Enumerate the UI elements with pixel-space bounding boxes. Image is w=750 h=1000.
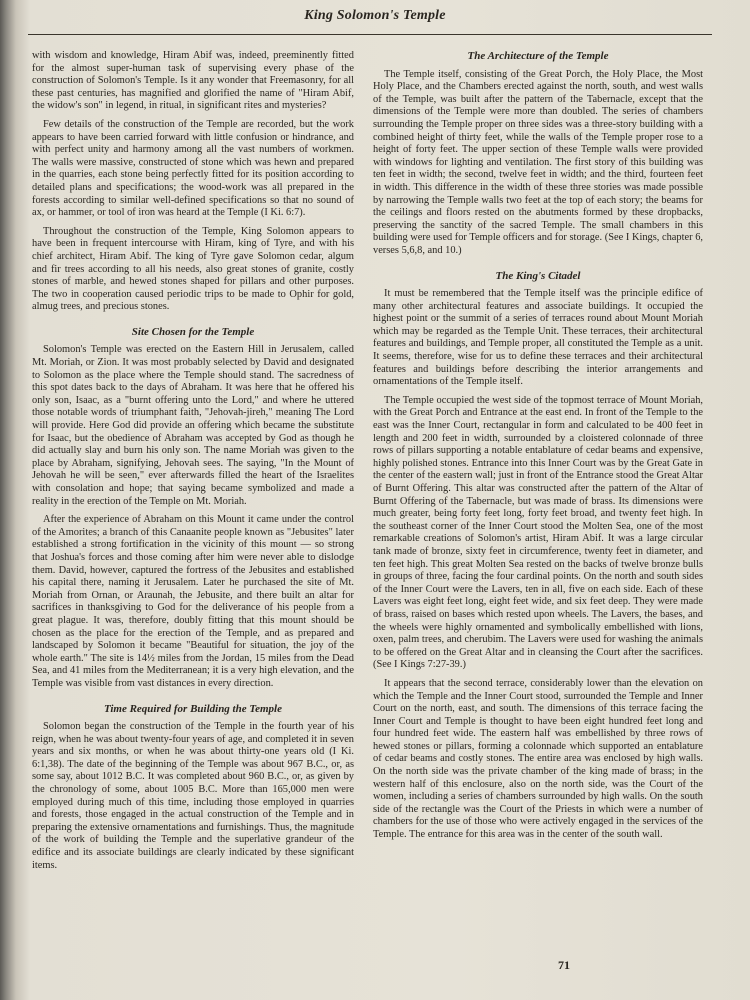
paragraph: After the experience of Abraham on this Mount it came under the control of the Amorites; a branch of this Canaanite people known as "Jebusites" later established a strong fortification in the vicinity of this mount — so strong that Joshua's forces and those coming after him were never able to dislodge them. David, however, captured the fortress of the Jebusites and established his capital there, naming it Jerusalem. Later he purchased the site of Mt. Moriah from Ornan, or Araunah, the Jebusite, and there built an altar for sacrifices in thanksgiving to God for the deliverance of his people from a great plague. It was, therefore, doubly fitting that this mount should be chosen as the place for the erection of the Temple, and as prepared and landscaped by Solomon it became "Beautiful for situation, the joy of the whole earth." The site is 14½ miles from the Jordan, 15 miles from the Dead Sea, and 41 miles from the Mediterranean; it is a very high elevation, and the Temple was visible from vast distances in every direction. (32, 514, 354, 689)
paragraph: The Temple occupied the west side of the topmost terrace of Mount Moriah, with the Great Porch and Entrance at the east end. In front of the Temple to the east was the Inner Court, rectangular in form and calculated to be 400 feet in length and 200 feet in width, surrounded by a cloistered colonnade of three rows of pillars supporting a notable entablature of cedar beams and expensive, highly polished stones. Entrance into this Inner Court was by the Great Gate in the center of the eastern wall; just in front of the Entrance stood the Great Altar of Burnt Offering. This altar was constructed after the pattern of the Altar of Burnt Offering of the Tabernacle, but was made of brass. Its dimensions were much greater, being forty feet long, forty feet broad, and twenty feet high. In the southeast corner of the Inner Court stood the Molten Sea, one of the most remarkable creations of Solomon's artist, Hiram Abif. It was a large circular tank made of bronze, sixty feet in circumference, twenty feet in diameter, and ten feet high. This great Molten Sea rested on the backs of twelve bronze bulls in groups of three, facing the four cardinal points. On the north and south sides of the Inner Court were the Lavers, ten in all, five on each side. Each of these Lavers was eight feet long, eight feet wide, and six feet deep. They were made of brass, raised on bases which rested upon wheels. The Lavers, the bases, and the wheels were highly ornamented and symbolically embellished with lions, oxen, palm trees, and cherubim. The Lavers were used for washing the animals to be offered on the Great Altar and in cleansing the Court after the sacrifices. (See I Kings 7:27-39.) (373, 394, 703, 671)
running-head: King Solomon's Temple (304, 8, 446, 23)
page-number: 71 (558, 958, 570, 972)
paragraph: The Temple itself, consisting of the Great Porch, the Holy Place, the Most Holy Place, and the Chambers erected against the north, south, and west walls of the Temple, was built after the pattern of the Tabernacle, except that the dimensions of the Temple were more than doubled. The series of chambers surrounding the Temple proper on three sides was a three-story building with a combined height of thirty feet, while the walls of the Temple proper rose to a height of forty feet. The upper section of these Temple walls were provided with windows for lighting and ventilation. The first story of this building was ten feet in width; the second, twelve feet in width; and the third, fourteen feet in width. This difference in the width of these three stories was made possible by narrowing the Temple walls two feet at the top of each story; the beams for the ceilings and floors rested on the abutments formed by these dropbacks, preserving the sanctity of the sacred Temple. The small chambers in this building were used for Temple officers and for storage. (See I Kings, chapter 6, verses 5,6,8, and 10.) (373, 68, 703, 256)
header-rule (28, 34, 712, 35)
section-heading: The King's Citadel (495, 269, 581, 282)
section-heading: The Architecture of the Temple (467, 50, 609, 62)
paragraph: Solomon began the construction of the Temple in the fourth year of his reign, when he was about twenty-four years of age, and completed it in seven years and six months, or when he was about thirty-one years old (I Ki. 6:1,38). The date of the beginning of the Temple was about 967 B.C., or, as some say, about 1012 B.C. It was completed about 960 B.C., or, as given by the chronology of some, about 1005 B.C. More than 165,000 men were employed during much of this time, including those employed in quarries and forests, those engaged in the actual construction of the Temple and in preparing the extensive ornamentations and furnishings. Thus, the magnitude of the work of building the Temple and the superlative grandeur of the edifice and its associate buildings are clearly indicated by these significant items. (32, 721, 354, 871)
section-heading: Time Required for Building the Temple (104, 702, 282, 715)
right-column (373, 50, 703, 848)
paragraph: with wisdom and knowledge, Hiram Abif was, indeed, preeminently fitted for the almost super-human task of supervising every phase of the construction of Solomon's Temple. Is it any wonder that Freemasonry, for all these past centuries, has magnified and glorified the name of "Hiram Abif, the widow's son" in legend, in ritual, in significant rites and mysteries? (32, 50, 354, 112)
paragraph: Solomon's Temple was erected on the Eastern Hill in Jerusalem, called Mt. Moriah, or Zion. It was most probably selected by David and designated to Solomon as the place where the Temple should stand. The sacredness of this spot dates back to the days of Abraham. It was here that he offered his only son, Isaac, as a "burnt offering unto the Lord," and where he uttered those notable words of triumphant faith, "Jehovah-jireh," meaning The Lord will provide. Here God did provide an offering which became the substitute for Isaac, but the obedience of Abraham was accepted by God as though he did actually slay and burn his only son. The name Moriah was given to the place by Abraham, signifying, Jehovah sees. The saying, "In the Mount of Jehovah he will be seen," ever afterwards filled the heart of the Israelites with consolation and hope; that saying became symbolized and made a reality in the erection of the Temple on Mt. Moriah. (32, 344, 354, 507)
paragraph: It appears that the second terrace, considerably lower than the elevation on which the Temple and the Inner Court stood, surrounded the Temple and Inner Court on the north, east, and south. The dimensions of this terrace facing the Inner Court and Temple is thought to have been eight hundred feet long and four hundred feet wide. The eastern half was embellished by three rows of hewed stones or pillars, forming a colonnade which supported an entablature of cedar beams and costly stones. The entire area was enclosed by high walls. On the north side was the private chamber of the king made of brass; in the western half of this enclosure, also on the north side, was the Court of the women, including a series of chambers surrounded by high walls. On the south side of the rectangle was the Court of the Priests in which were a number of chambers for the use of those who were actively engaged in the services of the Temple. The entrance for this area was in the center of the south wall. (373, 677, 703, 841)
section-heading: Site Chosen for the Temple (131, 325, 255, 338)
paragraph: It must be remembered that the Temple itself was the principle edifice of many other architectural features and associate buildings. It occupied the highest point or the summit of a series of terraces round about Mount Moriah which may be regarded as the Temple Unit. These terraces, their architectural features and buildings, and Temple proper, all constituted the Temple as a unit. It seems, therefore, wise for us to define these terraces and their architectural features and buildings before describing the interior arrangements and ornamentations of the Temple itself. (373, 288, 703, 388)
paragraph: Throughout the construction of the Temple, King Solomon appears to have been in frequent intercourse with Hiram, king of Tyre, and with his chief architect, Hiram Abif. The king of Tyre gave Solomon cedar, algum and fir trees according to all his needs, also great stones of granite, costly stones of marble, and hewed stones shaped for pillars and other purposes. The two in cooperation caused periodic trips to be made to Ophir for gold, almug trees, and precious stones. (32, 225, 354, 313)
paragraph: Few details of the construction of the Temple are recorded, but the work appears to have been carried forward with little confusion or hindrance, and with perfect unity and harmony among all the vast numbers of workmen. The walls were massive, constructed of stone which was hewn and prepared in the quarries, each stone being perfectly fitted for its position according to detailed plans and specifications; the wood-work was all prepared in the forests according to similar well-defined specifications so that no sound of ax, or hammer, or tool of iron was heard at the Temple (I Ki. 6:7). (32, 118, 354, 219)
left-column (32, 50, 354, 878)
